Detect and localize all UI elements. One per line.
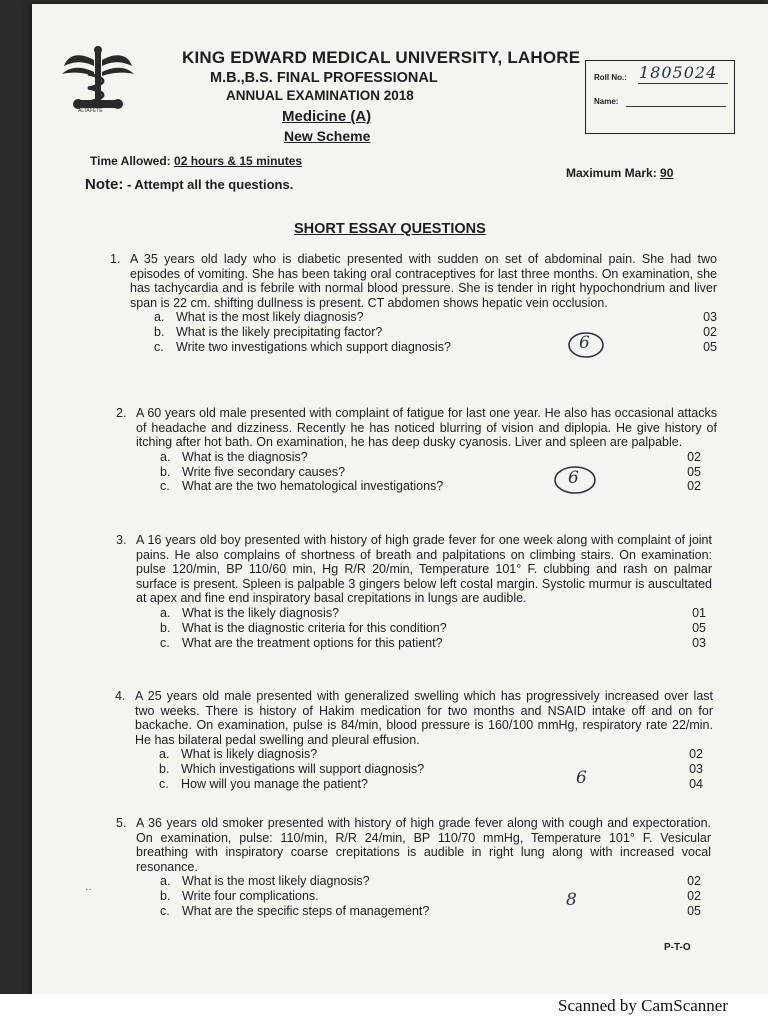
sub-question (136, 465, 717, 480)
scanner-watermark: Scanned by CamScanner (558, 996, 728, 1015)
sub-text: Write two investigations which support diagnosis? (176, 339, 451, 354)
sub-marks: 02 (687, 479, 701, 494)
handwritten-mark-q4: 6 (576, 768, 587, 788)
question-text: A 16 years old boy presented with history of high grade fever for one week along with complaint of joint pains. He also complains of shortness of breath and palpitations on climbing stairs. On examination: pulse 120/min, BP 110/60 min, Hg R/R 20/min, Temperature 101° F. clubbing and rash on palmar surface is present. Spleen is palpable 3 gingers below left costal margin. Systolic murmur is auscultated at apex and fine end inspiratory basal crepitations in lungs are audible. (136, 533, 712, 606)
sub-text: What are the treatment options for this patient? (182, 635, 443, 650)
sub-marks: 04 (689, 776, 703, 791)
sub-text: What is the likely precipitating factor? (176, 325, 383, 340)
page-turn-over: P-T-O (664, 942, 691, 953)
margin-dots: ·· (85, 884, 92, 895)
sub-letter: b. (159, 762, 170, 777)
maximum-mark-value: 90 (660, 166, 674, 180)
note (85, 176, 293, 193)
question-5 (116, 816, 711, 919)
sub-question (130, 340, 717, 355)
question-number: 2. (116, 406, 127, 420)
question-text: A 35 years old lady who is diabetic presented with sudden on set of abdominal pain. She had two episodes of vomiting. She has been taking oral contraceptives for last three months. On examination, she has tachycardia and is febrile with normal blood pressure. She is tender in right hypochondrium and liver span is 22 cm. shifting dullness is present. CT abdomen shows hepatic vein occlusion. (130, 252, 717, 310)
handwritten-mark-q2: 6 (568, 468, 579, 488)
crest-caption: ALTAFETE (78, 108, 103, 114)
sub-letter: c. (154, 339, 164, 354)
professional-title: M.B.,B.S. FINAL PROFESSIONAL (210, 70, 438, 86)
sub-text: How will you manage the patient? (181, 776, 368, 791)
sub-question (136, 450, 717, 465)
sub-text: Which investigations will support diagnosis? (181, 762, 425, 777)
question-number: 5. (116, 816, 127, 830)
name-label: Name: (594, 97, 619, 106)
sub-marks: 03 (703, 310, 717, 325)
subject-title: Medicine (A) (282, 108, 372, 125)
sub-letter: a. (160, 449, 171, 464)
time-allowed (90, 154, 302, 168)
sub-marks: 03 (692, 635, 706, 650)
sub-text: What are the two hematological investigations? (182, 479, 444, 494)
sub-marks: 01 (692, 605, 706, 620)
sub-letter: b. (154, 325, 165, 340)
sub-letter: a. (159, 747, 170, 762)
scheme-title: New Scheme (284, 128, 371, 144)
sub-text: What are the specific steps of management? (182, 903, 430, 918)
time-allowed-value: 02 hours & 15 minutes (174, 154, 303, 168)
sub-marks: 02 (703, 325, 717, 340)
sub-letter: b. (160, 464, 171, 479)
sub-letter: b. (160, 620, 171, 635)
sub-question (130, 310, 717, 325)
sub-question (135, 777, 713, 792)
handwritten-mark-q5: 8 (566, 890, 577, 910)
note-label: Note: (85, 176, 124, 193)
question-number: 1. (110, 252, 121, 266)
sub-marks: 02 (689, 747, 703, 762)
sub-text: What is the diagnostic criteria for this condition? (182, 620, 447, 635)
sub-marks: 02 (687, 874, 701, 889)
question-3 (116, 533, 712, 650)
sub-question (136, 874, 711, 889)
maximum-mark (566, 166, 673, 180)
sub-question (136, 621, 712, 636)
sub-text: What is the most likely diagnosis? (176, 310, 364, 325)
sub-letter: c. (160, 479, 170, 494)
sub-marks: 03 (689, 762, 703, 777)
sub-question (136, 479, 717, 494)
sub-text: Write five secondary causes? (182, 464, 346, 479)
sub-letter: a. (160, 874, 171, 889)
note-text: - Attempt all the questions. (126, 177, 294, 192)
sub-marks: 05 (687, 903, 701, 918)
question-text: A 36 years old smoker presented with history of high grade fever along with cough and expectoration. On examination, pulse: 110/min, R/R 24/min, BP 110/70 mmHg, Temperature 101° F. Vesicular breathing with inspiratory coarse crepitations is audible in right lung along with increased vocal resonance. (136, 816, 711, 874)
sub-question (130, 325, 717, 340)
sub-text: What is the likely diagnosis? (182, 605, 340, 620)
sub-letter: a. (160, 605, 171, 620)
sub-question (136, 889, 711, 904)
sub-letter: c. (160, 903, 170, 918)
roll-number-box (585, 60, 735, 134)
question-number: 4. (115, 689, 126, 703)
sub-question (135, 747, 713, 762)
roll-number-label: Roll No.: (594, 73, 627, 82)
name-line (626, 106, 726, 107)
sub-marks: 05 (703, 339, 717, 354)
roll-number-handwritten: 1805024 (639, 63, 718, 82)
scanner-footer (0, 994, 768, 1024)
sub-letter: c. (159, 776, 169, 791)
sub-letter: b. (160, 889, 171, 904)
question-2 (116, 406, 717, 494)
roll-number-line (638, 83, 728, 84)
sub-marks: 02 (687, 449, 701, 464)
university-name: KING EDWARD MEDICAL UNIVERSITY, LAHORE (182, 48, 581, 67)
question-4 (115, 689, 713, 792)
question-text: A 25 years old male presented with generalized swelling which has progressively increased over last two weeks. There is history of Hakim medication for two months and NSAID intake off and on for backache. On examination, pulse is 84/min, blood pressure is 160/100 mmHg, respiratory rate 22/min. He has bilateral pedal swelling and pleural effusion. (135, 689, 713, 747)
section-title: SHORT ESSAY QUESTIONS (294, 221, 486, 237)
handwritten-mark-q1: 6 (579, 333, 590, 353)
question-1 (110, 252, 717, 355)
question-number: 3. (116, 533, 127, 547)
exam-title: ANNUAL EXAMINATION 2018 (226, 88, 414, 103)
sub-marks: 02 (687, 889, 701, 904)
sub-text: What is likely diagnosis? (181, 747, 318, 762)
sub-marks: 05 (687, 464, 701, 479)
sub-letter: a. (154, 310, 165, 325)
sub-text: Write four complications. (182, 889, 319, 904)
sub-text: What is the most likely diagnosis? (182, 874, 370, 889)
maximum-mark-label: Maximum Mark: (566, 166, 657, 180)
sub-question (136, 606, 712, 621)
sub-marks: 05 (692, 620, 706, 635)
time-allowed-label: Time Allowed: (90, 154, 171, 168)
sub-question (136, 636, 712, 651)
sub-text: What is the diagnosis? (182, 449, 308, 464)
sub-question (136, 904, 711, 919)
sub-letter: c. (160, 635, 170, 650)
sub-question (135, 762, 713, 777)
question-text: A 60 years old male presented with complaint of fatigue for last one year. He also has occasional attacks of headache and dizziness. Recently he has noticed blurring of vision and diplopia. He give history of itching after hot bath. On examination, he has deep dusky cyanosis. Liver and spleen are palpable. (136, 406, 717, 450)
